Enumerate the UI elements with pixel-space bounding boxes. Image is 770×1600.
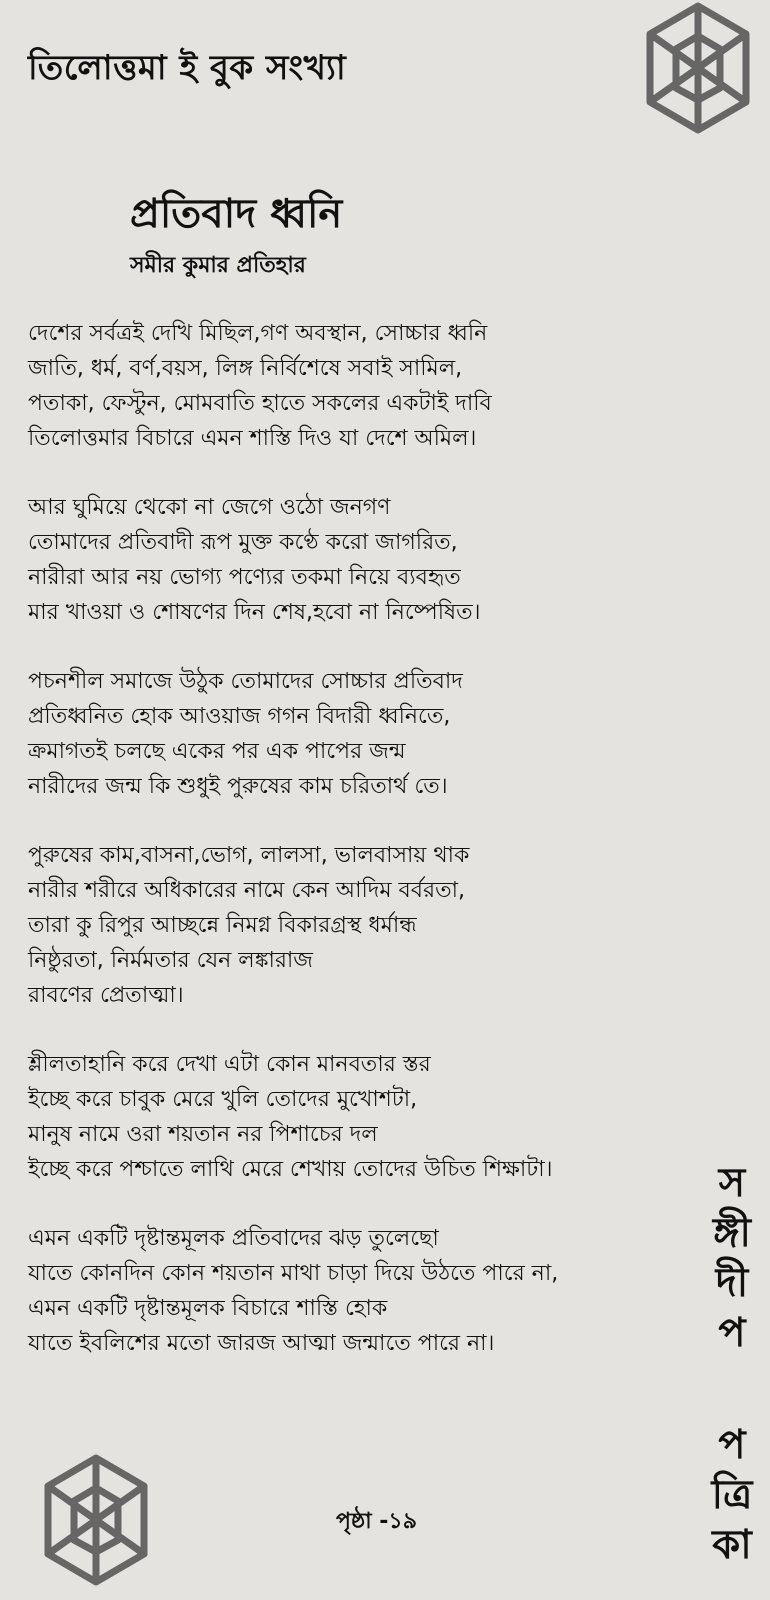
poem-line: যাতে কোনদিন কোন শয়তান মাথা চাড়া দিয়ে উঠতে পারে না,	[28, 1261, 559, 1286]
poem-line: তিলোত্তমার বিচারে এমন শাস্তি দিও যা দেশে অমিল।	[28, 426, 477, 451]
vertical-publisher-name-part1	[700, 1158, 764, 1358]
poem-line: মার খাওয়া ও শোষণের দিন শেষ,হবো না নিষ্পেষিত।	[28, 600, 481, 625]
poem-line: তারা কু রিপুর আচ্ছন্নে নিমগ্ন বিকারগ্রস্থ ধর্মান্ধ	[28, 913, 417, 938]
poem-line: তোমাদের প্রতিবাদী রূপ মুক্ত কণ্ঠে করো জাগরিত,	[28, 530, 458, 555]
stanza	[28, 1047, 728, 1187]
poem-line: জাতি, ধর্ম, বর্ণ,বয়স, লিঙ্গ নির্বিশেষে সবাই সামিল,	[28, 356, 463, 381]
vertical-letter: দী	[715, 1260, 749, 1306]
poem-line: নিষ্ঠুরতা, নির্মমতার যেন লঙ্কারাজ	[28, 948, 313, 973]
poem-line: পুরুষের কাম,বাসনা,ভোগ, লালসা, ভালবাসায় থাক	[28, 843, 470, 868]
poem-author: সমীর কুমার প্রতিহার	[130, 253, 306, 278]
vertical-letter: প	[718, 1310, 746, 1356]
stanza	[28, 316, 728, 456]
vertical-letter: প	[718, 1422, 746, 1468]
poem-line: এমন একটি দৃষ্টান্তমূলক বিচারে শাস্তি হোক	[28, 1296, 388, 1321]
poem-line: আর ঘুমিয়ে থেকো না জেগে ওঠো জনগণ	[28, 495, 391, 520]
poem-line: পচনশীল সমাজে উঠুক তোমাদের সোচ্চার প্রতিবাদ	[28, 669, 463, 694]
poem-line: রাবণের প্রেতাত্মা।	[28, 983, 184, 1008]
vertical-letter: কা	[712, 1522, 752, 1568]
poem-body	[28, 316, 728, 1395]
spider-web-icon	[632, 0, 764, 136]
poem-line: ক্রমাগতই চলছে একের পর এক পাপের জন্ম	[28, 739, 406, 764]
poem-line: মানুষ নামে ওরা শয়তান নর পিশাচের দল	[28, 1122, 378, 1147]
vertical-letter: স	[718, 1160, 746, 1206]
poem-line: নারীদের জন্ম কি শুধুই পুরুষের কাম চরিতার্থ তে।	[28, 774, 448, 799]
vertical-publisher-name-part2	[700, 1420, 764, 1570]
stanza	[28, 664, 728, 804]
vertical-letter: ত্রি	[711, 1472, 753, 1518]
poem-line: পতাকা, ফেস্টুন, মোমবাতি হাতে সকলের একটাই দাবি	[28, 391, 492, 416]
page-number: পৃষ্ঠা -১৯	[336, 1509, 417, 1534]
poem-line: ইচ্ছে করে চাবুক মেরে খুলি তোদের মুখোশটা,	[28, 1087, 418, 1112]
poem-line: নারীর শরীরে অধিকারের নামে কেন আদিম বর্বরতা,	[28, 878, 466, 903]
spider-web-icon	[30, 1452, 162, 1588]
poem-line: প্রতিধ্বনিত হোক আওয়াজ গগন বিদারী ধ্বনিতে,	[28, 704, 451, 729]
poem-line: শ্লীলতাহানি করে দেখা এটা কোন মানবতার স্তর	[28, 1052, 431, 1077]
poem-title: প্রতিবাদ ধ্বনি	[130, 191, 343, 237]
stanza	[28, 838, 728, 1013]
poem-line: যাতে ইবলিশের মতো জারজ আত্মা জন্মাতে পারে না।	[28, 1331, 495, 1356]
magazine-issue-title: তিলোত্তমা ই বুক সংখ্যা	[28, 48, 347, 88]
poem-line: এমন একটি দৃষ্টান্তমূলক প্রতিবাদের ঝড় তুলেছো	[28, 1226, 439, 1251]
vertical-letter: ঙ্গী	[713, 1210, 751, 1256]
stanza	[28, 1221, 728, 1361]
poem-line: নারীরা আর নয় ভোগ্য পণ্যের তকমা নিয়ে ব্যবহৃত	[28, 565, 461, 590]
stanza	[28, 490, 728, 630]
poem-line: ইচ্ছে করে পশ্চাতে লাথি মেরে শেখায় তোদের উচিত শিক্ষাটা।	[28, 1157, 553, 1182]
poem-line: দেশের সর্বত্রই দেখি মিছিল,গণ অবস্থান, সোচ্চার ধ্বনি	[28, 321, 488, 346]
